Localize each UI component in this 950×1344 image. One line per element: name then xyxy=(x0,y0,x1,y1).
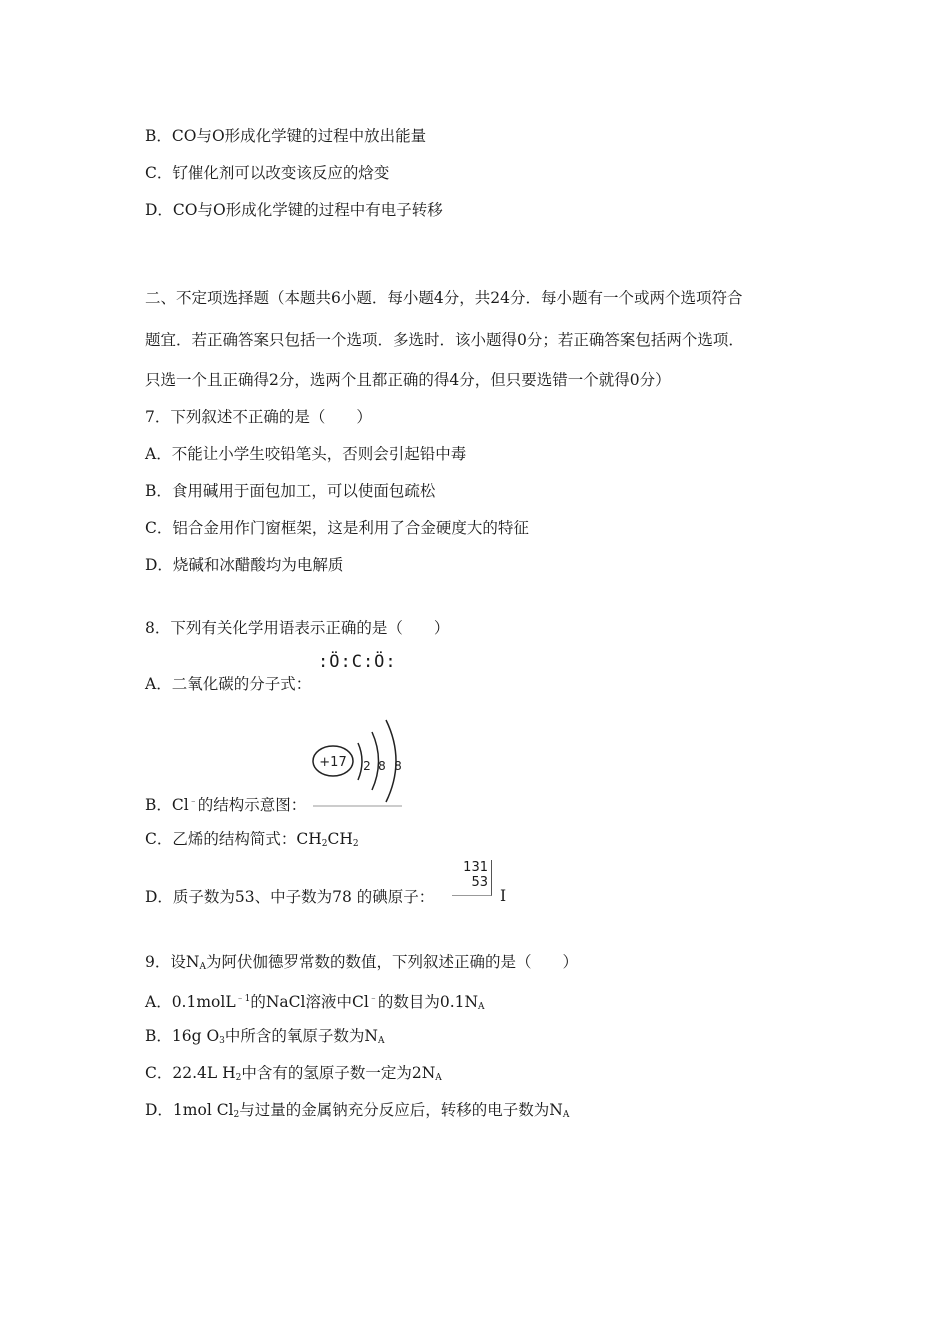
q9-option-b-post: 中所含的氧原子数为N xyxy=(224,1027,378,1045)
q9-option-b-pre: B．16g O xyxy=(145,1027,220,1045)
q7-option-b: B．食用碱用于面包加工，可以使面包疏松 xyxy=(145,482,436,500)
q9-stem xyxy=(145,952,578,977)
nucleus-charge: +17 xyxy=(319,755,347,770)
q9-option-d-sub1: 2 xyxy=(233,1110,240,1120)
q9-option-a xyxy=(145,989,485,1017)
iodine-atomic-number: 53 xyxy=(471,875,488,890)
iodine-nuclide-box xyxy=(452,860,492,896)
q9-option-c-sub1: 2 xyxy=(235,1073,242,1083)
iodine-symbol: I xyxy=(500,887,507,905)
q7-option-a: A．不能让小学生咬铅笔头，否则会引起铅中毒 xyxy=(145,445,467,463)
q6-option-b: B．CO与O形成化学键的过程中放出能量 xyxy=(145,127,427,145)
q9-option-a-sup2: ﹣ xyxy=(368,994,378,1004)
q9-option-b-sub1: 3 xyxy=(219,1036,225,1046)
q9-stem-pre: 9．设N xyxy=(145,953,200,971)
q7-option-c: C．铝合金用作门窗框架，这是利用了合金硬度大的特征 xyxy=(145,519,529,537)
q9-option-a-mid: 的NaCl溶液中Cl xyxy=(250,993,369,1011)
q8-option-b-label-post: 的结构示意图： xyxy=(197,796,307,814)
q8-option-d-label: D．质子数为53、中子数为78 的碘原子： xyxy=(145,888,435,906)
q7-stem: 7．下列叙述不正确的是（ ） xyxy=(145,408,372,426)
section2-heading-line1: 二、不定项选择题（本题共6小题．每小题4分，共24分．每小题有一个或两个选项符合 xyxy=(145,289,743,307)
q6-option-c: C．钌催化剂可以改变该反应的焓变 xyxy=(145,164,390,182)
q8-stem: 8．下列有关化学用语表示正确的是（ ） xyxy=(145,619,450,637)
q9-option-c-pre: C．22.4L H xyxy=(145,1064,236,1082)
q9-option-d xyxy=(145,1100,569,1125)
electron-shell-1-arc xyxy=(358,743,362,780)
q8-option-c-mid: CH xyxy=(327,830,353,848)
electron-shell-2-count: 8 xyxy=(378,759,386,773)
q8-option-c-sub1: 2 xyxy=(321,839,328,849)
q9-option-a-sub: A xyxy=(478,1002,485,1012)
q8-option-c-pre: C．乙烯的结构简式：CH xyxy=(145,830,322,848)
q9-option-d-sub2: A xyxy=(562,1110,570,1120)
q8-option-d xyxy=(145,887,434,907)
co2-electron-formula: :Ö:C:Ö: xyxy=(318,652,397,672)
q7-option-d: D．烧碱和冰醋酸均为电解质 xyxy=(145,556,344,574)
electron-shell-1-count: 2 xyxy=(363,759,371,773)
q9-option-a-post: 的数目为0.1N xyxy=(377,993,479,1011)
q8-option-c-sub2: 2 xyxy=(352,839,359,849)
iodine-mass-number: 131 xyxy=(463,860,488,875)
q8-option-b xyxy=(145,792,306,815)
q8-option-a-label: A．二氧化碳的分子式： xyxy=(145,675,312,693)
q9-stem-post: 为阿伏伽德罗常数的数值，下列叙述正确的是（ ） xyxy=(205,953,578,971)
q8-option-b-label-sup: ﹣ xyxy=(188,797,198,807)
q9-option-c-sub2: A xyxy=(435,1073,442,1083)
q9-option-b-sub2: A xyxy=(377,1036,385,1046)
chloride-ion-structure-diagram xyxy=(310,710,410,810)
q8-option-a xyxy=(145,674,311,694)
q9-option-a-pre: A．0.1molL xyxy=(145,993,236,1011)
q8-option-c xyxy=(145,829,359,854)
section2-heading-line3: 只选一个且正确得2分，选两个且都正确的得4分，但只要选错一个就得0分） xyxy=(145,371,671,389)
electron-shell-3-count: 8 xyxy=(394,759,402,773)
section2-heading-line2: 题宜．若正确答案只包括一个选项．多选时．该小题得0分；若正确答案包括两个选项． xyxy=(145,331,744,349)
q8-option-b-label-pre: B．Cl xyxy=(145,796,189,814)
q9-option-d-post: 与过量的金属钠充分反应后，转移的电子数为N xyxy=(239,1101,563,1119)
q9-option-a-sup: ﹣1 xyxy=(235,994,251,1004)
q9-option-d-pre: D．1mol Cl xyxy=(145,1101,234,1119)
q9-option-c xyxy=(145,1063,442,1088)
q9-option-c-post: 中含有的氢原子数一定为2N xyxy=(241,1064,436,1082)
q9-stem-sub: A xyxy=(199,962,206,972)
q9-option-b xyxy=(145,1026,384,1051)
q6-option-d: D．CO与O形成化学键的过程中有电子转移 xyxy=(145,201,443,219)
